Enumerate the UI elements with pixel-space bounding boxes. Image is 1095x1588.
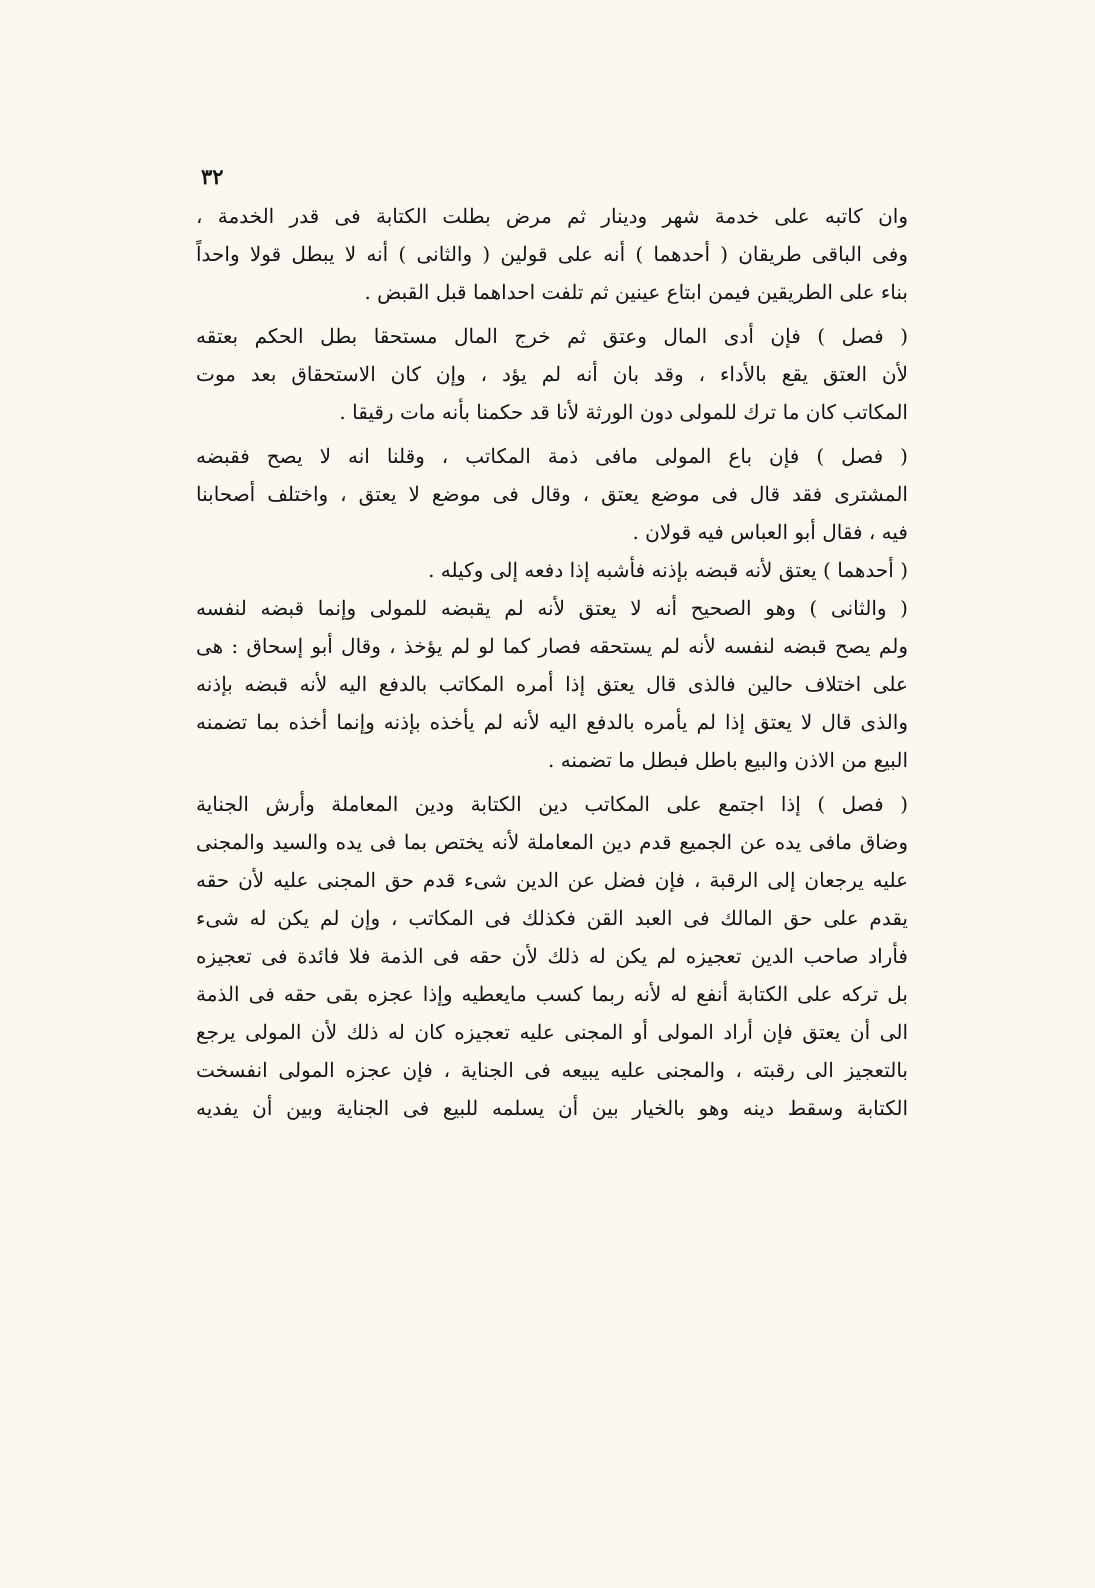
page-number: ٣٢ <box>201 164 224 189</box>
paragraph <box>196 589 908 779</box>
paragraph-fasl <box>196 317 908 431</box>
text-line: وضاق مافى يده عن الجميع قدم دين المعاملة لأنه يختص بما فى يده والسيد والمجنى <box>196 830 908 854</box>
text-line: المكاتب كان ما ترك للمولى دون الورثة لأنا قد حكمنا بأنه مات رقيقا . <box>339 400 908 424</box>
paragraph-fasl <box>196 785 908 1127</box>
text-line: ولم يصح قبضه لنفسه لأنه لم يستحقه فصار كما لو لم يؤخذ ، وقال أبو إسحاق : هى <box>196 634 908 658</box>
text-line: ( أحدهما ) يعتق لأنه قبضه بإذنه فأشبه إذا دفعه إلى وكيله . <box>428 558 908 582</box>
text-line: لأن العتق يقع بالأداء ، وقد بان أنه لم يؤد ، وإن كان الاستحقاق بعد موت <box>196 362 908 386</box>
body-text <box>196 197 908 1127</box>
text-line: بناء على الطريقين فيمن ابتاع عينين ثم تلفت احداهما قبل القبض . <box>364 280 908 304</box>
text-line: الكتابة وسقط دينه وهو بالخيار بين أن يسلمه للبيع فى الجناية وبين أن يفديه <box>196 1096 908 1120</box>
text-line: على اختلاف حالين فالذى قال يعتق إذا أمره المكاتب بالدفع اليه لأنه قبضه بإذنه <box>196 672 908 696</box>
paragraph-fasl <box>196 437 908 551</box>
text-line: والذى قال لا يعتق إذا لم يأمره بالدفع اليه لأنه لم يأخذه بإذنه وإنما أخذه بما تضمنه <box>196 710 908 734</box>
paragraph <box>196 197 908 311</box>
text-line: بل تركه على الكتابة أنفع له لأنه ربما كسب مايعطيه وإذا عجزه بقى حقه فى الذمة <box>196 982 908 1006</box>
text-line: البيع من الاذن والبيع باطل فبطل ما تضمنه . <box>547 748 908 772</box>
text-line: وفى الباقى طريقان ( أحدهما ) أنه على قولين ( والثانى ) أنه لا يبطل قولا واحداً <box>196 242 908 266</box>
text-line: الى أن يعتق فإن أراد المولى أو المجنى عليه تعجيزه كان له ذلك لأن المولى يرجع <box>196 1020 908 1044</box>
text-line: ( فصل ) فإن باع المولى مافى ذمة المكاتب ، وقلنا انه لا يصح فقبضه <box>196 444 908 468</box>
text-line: عليه يرجعان إلى الرقبة ، فإن فضل عن الدين شىء قدم حق المجنى عليه لأن حقه <box>196 868 908 892</box>
text-line: بالتعجيز الى رقبته ، والمجنى عليه يبيعه فى الجناية ، فإن عجزه المولى انفسخت <box>196 1058 908 1082</box>
text-line: فأراد صاحب الدين تعجيزه لم يكن له ذلك لأن حقه فى الذمة فلا فائدة فى تعجيزه <box>196 944 908 968</box>
text-line: ( والثانى ) وهو الصحيح أنه لا يعتق لأنه لم يقبضه للمولى وإنما قبضه لنفسه <box>196 596 908 620</box>
text-line: ( فصل ) إذا اجتمع على المكاتب دين الكتابة ودين المعاملة وأرش الجناية <box>196 792 908 816</box>
text-line: ( فصل ) فإن أدى المال وعتق ثم خرج المال مستحقا بطل الحكم بعتقه <box>196 324 908 348</box>
text-line: فيه ، فقال أبو العباس فيه قولان . <box>632 520 908 544</box>
text-line: وان كاتبه على خدمة شهر ودينار ثم مرض بطلت الكتابة فى قدر الخدمة ، <box>196 204 908 228</box>
text-line: يقدم على حق المالك فى العبد القن فكذلك فى المكاتب ، وإن لم يكن له شىء <box>196 906 908 930</box>
paragraph <box>196 551 908 589</box>
text-line: المشترى فقد قال فى موضع يعتق ، وقال فى موضع لا يعتق ، واختلف أصحابنا <box>196 482 908 506</box>
